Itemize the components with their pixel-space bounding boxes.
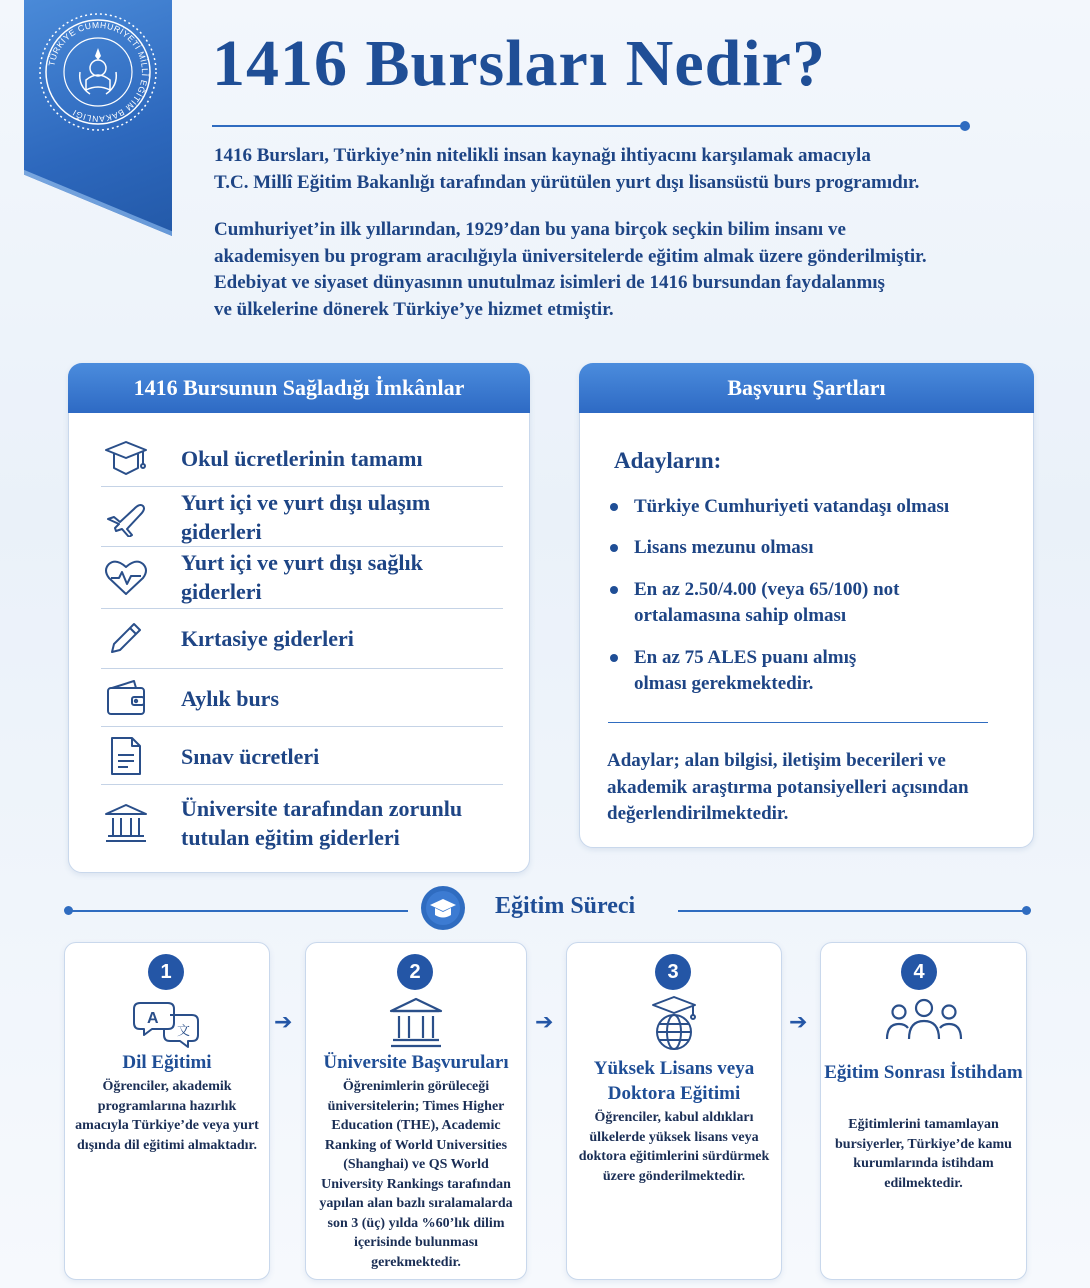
process-line-dot-right [1022, 906, 1031, 915]
divider [101, 668, 503, 669]
divider [101, 486, 503, 487]
title-divider-dot [960, 121, 970, 131]
benefit-label: Kırtasiye giderleri [181, 625, 354, 651]
benefit-label: Yurt içi ve yurt dışı ulaşım giderleri [181, 490, 431, 544]
intro-line: 1416 Bursları, Türkiye’nin nitelikli insan kaynağı ihtiyacını karşılamak amacıyla [214, 145, 871, 166]
step-text: Öğrenciler, akademik programlarına hazırlık amacıyla Türkiye’de veya yurt dışında dil eğitimi almaktadır. [75, 1079, 259, 1153]
step-number: 2 [397, 954, 433, 990]
requirement-item [610, 535, 1010, 561]
people-icon [821, 995, 1026, 1051]
intro-line: Cumhuriyet’in ilk yıllarından, 1929’dan bu yana birçok seçkin bilim insanı ve [214, 219, 846, 240]
benefit-label: Sınav ücretleri [181, 743, 320, 769]
svg-text:TÜRKİYE CUMHURİYETİ MİLLÎ EĞİT: TÜRKİYE CUMHURİYETİ MİLLÎ EĞİTİM BAKANLIĞI [46, 19, 151, 125]
page-title: 1416 Bursları Nedir? [212, 27, 826, 100]
process-step-1 [64, 942, 270, 1280]
benefits-card-title: 1416 Bursunun Sağladığı İmkânlar [68, 363, 530, 413]
process-line-right [678, 910, 1026, 912]
arrow-right-icon: ➔ [789, 1010, 808, 1035]
requirements-card [579, 363, 1034, 848]
bullet-icon [610, 503, 618, 511]
benefit-label: Aylık burs [181, 685, 280, 711]
benefits-card [68, 363, 530, 873]
intro-paragraph-1 [214, 143, 1034, 196]
intro-line: Edebiyat ve siyaset dünyasının unutulmaz isimleri de 1416 bursundan faydalanmış [214, 272, 885, 293]
language-icon [65, 995, 269, 1051]
university-icon [101, 801, 151, 845]
arrow-right-icon: ➔ [274, 1010, 293, 1035]
graduation-badge-icon [420, 885, 466, 931]
benefit-item [101, 616, 531, 660]
requirement-text: Lisans mezunu olması [634, 537, 814, 558]
university-icon [306, 995, 526, 1051]
document-icon [101, 734, 151, 778]
divider [101, 608, 503, 609]
heart-pulse-icon [101, 555, 151, 599]
requirements-subtitle: Adayların: [614, 448, 722, 473]
requirement-text: En az 2.50/4.00 (veya 65/100) not ortalamasına sahip olması [634, 579, 900, 626]
wallet-icon [101, 676, 151, 720]
globe-cap-icon [567, 995, 781, 1051]
step-text: Öğrenimlerin görüleceği üniversitelerin; Times Higher Education (THE), Academic Ranking of World Universities (Shanghai) ve QS World University Rankings tarafından yapılan alan bazlı sıralamalarda son 3 (üç) yılda %60’lık dilim içerisinde bulunması gerekmektedir. [319, 1079, 513, 1270]
requirement-item [610, 577, 930, 629]
benefit-label: Üniversite tarafından zorunlu tutulan eğitim giderleri [181, 796, 463, 850]
ministry-seal-logo [36, 10, 160, 134]
svg-text:A: A [147, 1010, 159, 1027]
benefit-label: Okul ücretlerinin tamamı [181, 445, 423, 471]
requirement-item [610, 494, 1010, 520]
step-title: Yüksek Lisans veya Doktora Eğitimi [593, 1058, 755, 1104]
divider [101, 546, 503, 547]
process-title: Eğitim Süreci [495, 893, 636, 919]
step-title: Dil Eğitimi [122, 1052, 212, 1073]
intro-line: akademisyen bu program aracılığıyla üniversitelerde eğitim almak üzere gönderilmiştir. [214, 245, 927, 267]
benefit-item [101, 734, 531, 778]
title-divider [212, 125, 964, 127]
bullet-icon [610, 654, 618, 662]
arrow-right-icon: ➔ [535, 1010, 554, 1035]
step-number: 1 [148, 954, 184, 990]
svg-text:文: 文 [177, 1024, 191, 1039]
benefit-item [101, 436, 531, 480]
benefit-item [101, 548, 531, 606]
step-text: Öğrenciler, kabul aldıkları ülkelerde yüksek lisans veya doktora eğitimlerini sürdürmek üzere gönderilmektedir. [578, 1110, 770, 1184]
benefit-label: Yurt içi ve yurt dışı sağlık giderleri [181, 550, 423, 604]
divider [101, 784, 503, 785]
process-step-3 [566, 942, 782, 1280]
benefit-item [101, 676, 531, 720]
requirement-text: Türkiye Cumhuriyeti vatandaşı olması [634, 496, 950, 517]
graduation-cap-icon [101, 436, 151, 480]
bullet-icon [610, 544, 618, 552]
process-step-2 [305, 942, 527, 1280]
step-number: 3 [655, 954, 691, 990]
benefit-item [101, 488, 531, 546]
requirements-card-title: Başvuru Şartları [579, 363, 1034, 413]
airplane-icon [101, 495, 151, 539]
intro-line: T.C. Millî Eğitim Bakanlığı tarafından yürütülen yurt dışı lisansüstü burs programıdır. [214, 171, 920, 193]
step-number: 4 [901, 954, 937, 990]
requirement-item [610, 645, 910, 697]
intro-line: ve ülkelerine dönerek Türkiye’ye hizmet etmiştir. [214, 298, 614, 320]
pencil-icon [101, 616, 151, 660]
benefit-item [101, 792, 531, 854]
step-title: Üniversite Başvuruları [323, 1052, 509, 1073]
process-line-left [68, 910, 408, 912]
divider [608, 722, 988, 723]
process-step-4 [820, 942, 1027, 1280]
step-title: Eğitim Sonrası İstihdam [824, 1062, 1023, 1083]
bullet-icon [610, 586, 618, 594]
requirements-note: Adaylar; alan bilgisi, iletişim becerileri ve akademik araştırma potansiyelleri açısından değerlendirilmektedir. [607, 750, 969, 824]
step-text: Eğitimlerini tamamlayan bursiyerler, Türkiye’de kamu kurumlarında istihdam edilmektedir. [835, 1117, 1012, 1191]
requirement-text: En az 75 ALES puanı almış olması gerekmektedir. [634, 647, 857, 694]
divider [101, 726, 503, 727]
intro-paragraph-2 [214, 217, 1034, 323]
